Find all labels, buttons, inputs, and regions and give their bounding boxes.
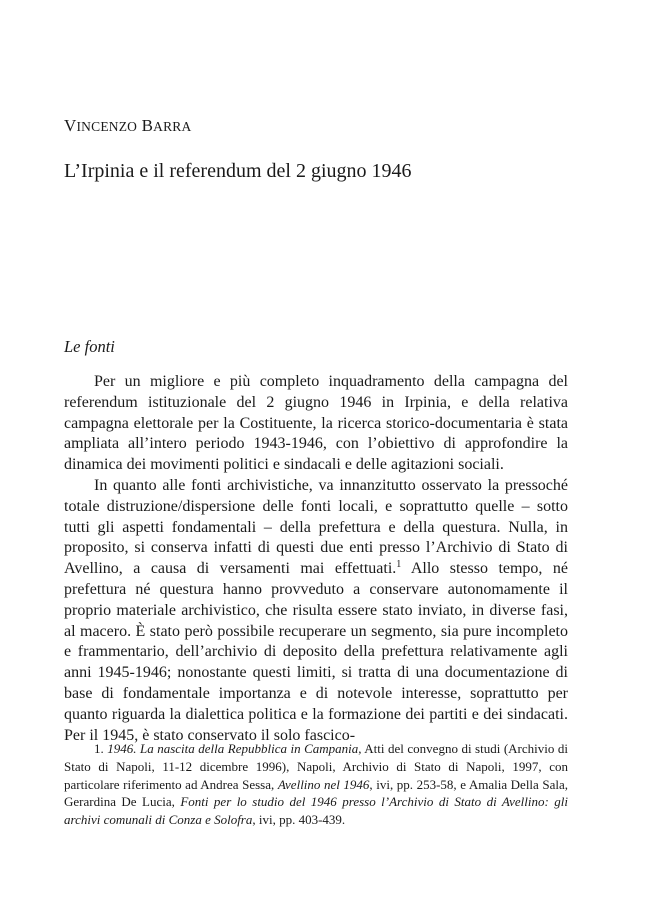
body-paragraph-2-part-a: In quanto alle fonti archivistiche, va innanzitutto osservato la pressoché totale distruzione/dispersione delle fonti locali, e soprattutto quelle – sotto tutti gli aspetti fondamentali – della prefettura e della questura. Nulla, in proposito, si conserva infatti di questi due enti presso l’Archivio di Stato di Avellino, a causa di versamenti mai effettuati.	[64, 476, 568, 578]
footnote-text-2: , ivi, pp. 253-58, e Amalia Della Sala, Gerardina De Lucia,	[64, 776, 569, 810]
footnote-italic-1: 1946. La nascita della Repubblica in Campania	[107, 741, 359, 756]
author-name	[64, 116, 191, 136]
author-first-rest: INCENZO	[76, 119, 138, 134]
footnote-text-1: , Atti del convegno di studi (Archivio di Stato di Napoli, 11-12 dicembre 1996), Napoli, Archivio di Stato di Napoli, 1997, con particolare riferimento ad Andrea Sessa,	[64, 741, 568, 792]
body-paragraph-2-part-b: Allo stesso tempo, né prefettura né questura hanno provveduto a conservare autonomamente il proprio materiale archivistico, che risulta essere stato inviato, in diverse fasi, al macero. È stato però possibile recuperare un segmento, sia pure incompleto e frammentario, dell’archivio di deposito della prefettura relativamente agli anni 1945-1946; nonostante questi limiti, si tratta di una documentazione di base di fondamentale importanza e di notevole interesse, soprattutto per quanto riguarda la dialettica politica e la formazione dei partiti e dei sindacati. Per il 1945, è stato conservato il solo fascico-	[64, 560, 568, 744]
author-last-initial: B	[141, 116, 154, 135]
footnote-italic-3: Fonti per lo studio del 1946 presso l’Archivio di Stato di Avellino: gli archivi comunali di Conza e Solofra	[64, 794, 568, 828]
body-paragraph-1: Per un migliore e più completo inquadramento della campagna del referendum istituzionale del 2 giugno 1946 in Irpinia, e della relativa campagna elettorale per la Costituente, la ricerca storico-documentaria è stata ampliata all’intero periodo 1943-1946, con l’obiettivo di approfondire la dinamica dei movimenti politici e sindacali e delle agitazioni sociali.	[64, 373, 568, 474]
footnote-italic-2: Avellino nel 1946	[277, 776, 370, 792]
author-last-rest: ARRA	[153, 119, 192, 134]
footnote-number: 1.	[94, 741, 108, 756]
footnote	[64, 740, 568, 829]
body-paragraph-2	[64, 476, 568, 746]
section-heading: Le fonti	[64, 337, 115, 356]
article-body	[64, 372, 568, 746]
footnote-1	[64, 740, 568, 829]
footnote-reference[interactable]: 1	[396, 559, 402, 571]
footnote-text-3: , ivi, pp. 403-439.	[252, 812, 346, 828]
article-title: L’Irpinia e il referendum del 2 giugno 1946	[64, 160, 412, 182]
author-first-initial: V	[64, 116, 77, 135]
